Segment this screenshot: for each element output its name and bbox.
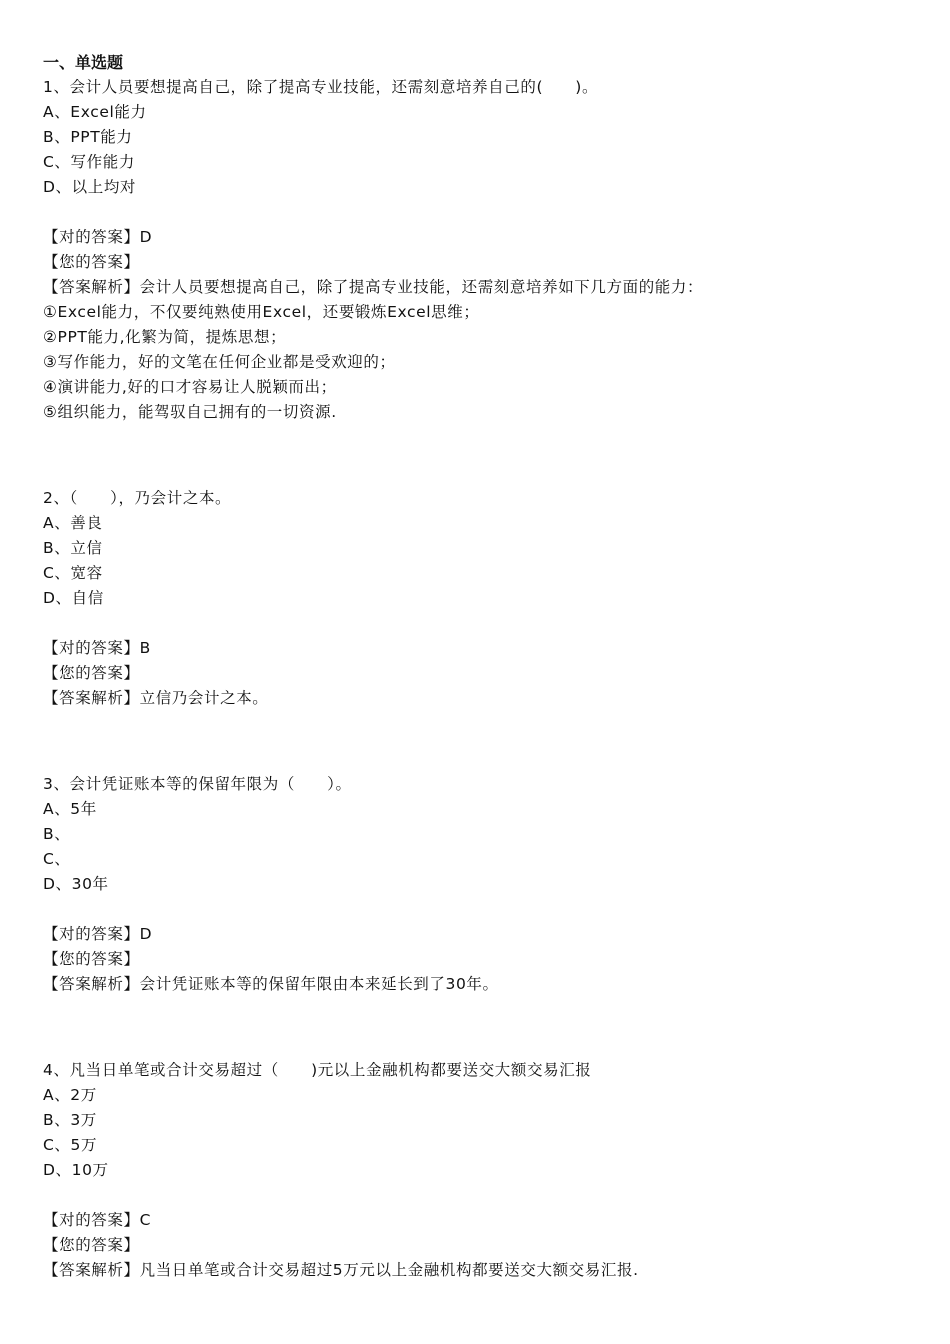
answer-analysis: 【答案解析】凡当日单笔或合计交易超过5万元以上金融机构都要送交大额交易汇报. <box>43 1261 639 1279</box>
question-4 <box>43 1058 723 1283</box>
question-3 <box>43 772 723 997</box>
analysis-point: ⑤组织能力，能驾驭自己拥有的一切资源. <box>43 403 337 421</box>
question-stem: 4、凡当日单笔或合计交易超过（ )元以上金融机构都要送交大额交易汇报 <box>43 1061 592 1079</box>
option-d: D、30年 <box>43 875 109 893</box>
option-d: D、自信 <box>43 589 104 607</box>
analysis-point: ①Excel能力，不仅要纯熟使用Excel，还要锻炼Excel思维； <box>43 303 480 321</box>
correct-answer: 【对的答案】B <box>43 639 151 657</box>
question-1 <box>43 75 723 425</box>
option-c: C、 <box>43 850 71 868</box>
answer-analysis: 【答案解析】会计凭证账本等的保留年限由本来延长到了30年。 <box>43 975 499 993</box>
question-2 <box>43 486 723 711</box>
your-answer: 【您的答案】 <box>43 950 140 968</box>
question-stem: 2、（ ），乃会计之本。 <box>43 489 232 507</box>
correct-answer: 【对的答案】D <box>43 228 153 246</box>
option-a: A、Excel能力 <box>43 103 147 121</box>
question-stem: 1、会计人员要想提高自己，除了提高专业技能，还需刻意培养自己的( )。 <box>43 78 599 96</box>
question-stem: 3、会计凭证账本等的保留年限为（ ）。 <box>43 775 352 793</box>
correct-answer: 【对的答案】D <box>43 925 153 943</box>
option-c: C、5万 <box>43 1136 98 1154</box>
analysis-point: ③写作能力，好的文笔在任何企业都是受欢迎的； <box>43 353 396 371</box>
option-c: C、写作能力 <box>43 153 135 171</box>
your-answer: 【您的答案】 <box>43 664 140 682</box>
option-a: A、善良 <box>43 514 103 532</box>
option-b: B、 <box>43 825 71 843</box>
analysis-point: ②PPT能力,化繁为简，提炼思想； <box>43 328 287 346</box>
answer-analysis: 【答案解析】会计人员要想提高自己，除了提高专业技能，还需刻意培养如下几方面的能力： <box>43 278 704 296</box>
your-answer: 【您的答案】 <box>43 253 140 271</box>
correct-answer: 【对的答案】C <box>43 1211 152 1229</box>
option-c: C、宽容 <box>43 564 103 582</box>
option-a: A、5年 <box>43 800 97 818</box>
option-b: B、PPT能力 <box>43 128 133 146</box>
option-d: D、10万 <box>43 1161 109 1179</box>
analysis-point: ④演讲能力,好的口才容易让人脱颖而出； <box>43 378 337 396</box>
document-page <box>43 50 723 1283</box>
option-a: A、2万 <box>43 1086 97 1104</box>
option-d: D、以上均对 <box>43 178 137 196</box>
option-b: B、立信 <box>43 539 103 557</box>
option-b: B、3万 <box>43 1111 97 1129</box>
section-title: 一、单选题 <box>43 53 124 72</box>
answer-analysis: 【答案解析】立信乃会计之本。 <box>43 689 269 707</box>
your-answer: 【您的答案】 <box>43 1236 140 1254</box>
